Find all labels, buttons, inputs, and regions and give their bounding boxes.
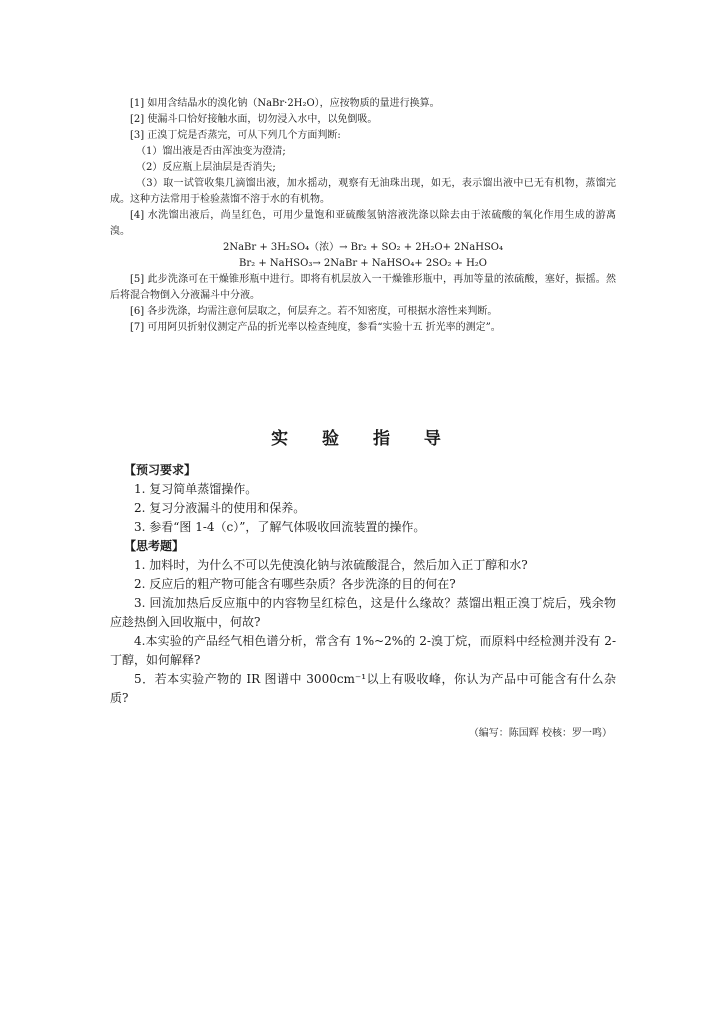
note-1: [1] 如用含结晶水的溴化钠（NaBr·2H₂O），应按物质的量进行换算。 [130,98,440,109]
prep-heading: 【预习要求】 [124,463,197,477]
note-2: [2] 使漏斗口恰好接触水面，切勿浸入水中，以免倒吸。 [130,114,378,125]
question-4: 4.本实验的产品经气相色谱分析，常含有 1%~2%的 2-溴丁烷，而原料中经检测并没有 2-丁醇，如何解释? [110,634,616,667]
question-1: 1. 加料时，为什么不可以先使溴化钠与浓硫酸混合，然后加入正丁醇和水? [134,558,528,572]
note-3: [3] 正溴丁烷是否蒸完，可从下列几个方面判断: [130,130,341,141]
prep-item-1: 1. 复习简单蒸馏操作。 [134,482,258,496]
question-5: 5．若本实验产物的 IR 图谱中 3000cm⁻¹以上有吸收峰，你认为产品中可能含有什么杂质? [110,672,616,705]
prep-item-3: 3. 参看“图 1-4（c）”，了解气体吸收回流装置的操作。 [134,520,426,534]
question-2: 2. 反应后的粗产物可能含有哪些杂质？各步洗涤的目的何在? [134,577,456,591]
prep-item-2: 2. 复习分液漏斗的使用和保养。 [134,501,306,515]
note-5: [5] 此步洗涤可在干燥锥形瓶中进行。即将有机层放入一干燥锥形瓶中，再加等量的浓硫酸，塞好，振摇。然后将混合物倒入分液漏斗中分液。 [110,274,616,301]
note-3-item-1: （1）馏出液是否由浑浊变为澄清; [136,146,286,157]
think-heading: 【思考题】 [124,539,185,553]
note-4: [4] 水洗馏出液后，尚呈红色，可用少量饱和亚硫酸氢钠溶液洗涤以除去由于浓硫酸的氧化作用生成的游离溴。 [110,210,616,237]
author-credit: （编写：陈国辉 校核：罗一鸣） [468,728,612,739]
note-7: [7] 可用阿贝折射仪测定产品的折光率以检查纯度，参看“实验十五 折光率的测定”。 [130,322,501,333]
notes-section [110,96,616,336]
question-3: 3. 回流加热后反应瓶中的内容物呈红棕色，这是什么缘故？蒸馏出粗正溴丁烷后，残余物应趁热倒入回收瓶中，何故? [110,596,616,629]
guide-section [110,424,616,708]
note-3-item-2: （2）反应瓶上层油层是否消失; [136,162,276,173]
section-title: 实 验 指 导 [271,429,455,449]
equation-1: 2NaBr + 3H₂SO₄（浓）→ Br₂ + SO₂ + 2H₂O+ 2NaHSO₄ [222,242,503,253]
equation-2: Br₂ + NaHSO₃→ 2NaBr + NaHSO₄+ 2SO₂ + H₂O [239,258,487,269]
note-6: [6] 各步洗涤，均需注意何层取之，何层弃之。若不知密度，可根据水溶性来判断。 [130,306,498,317]
note-3-item-3: （3）取一试管收集几滴馏出液，加水摇动，观察有无油珠出现，如无，表示馏出液中已无有机物，蒸馏完成。这种方法常用于检验蒸馏不溶于水的有机物。 [110,178,616,205]
